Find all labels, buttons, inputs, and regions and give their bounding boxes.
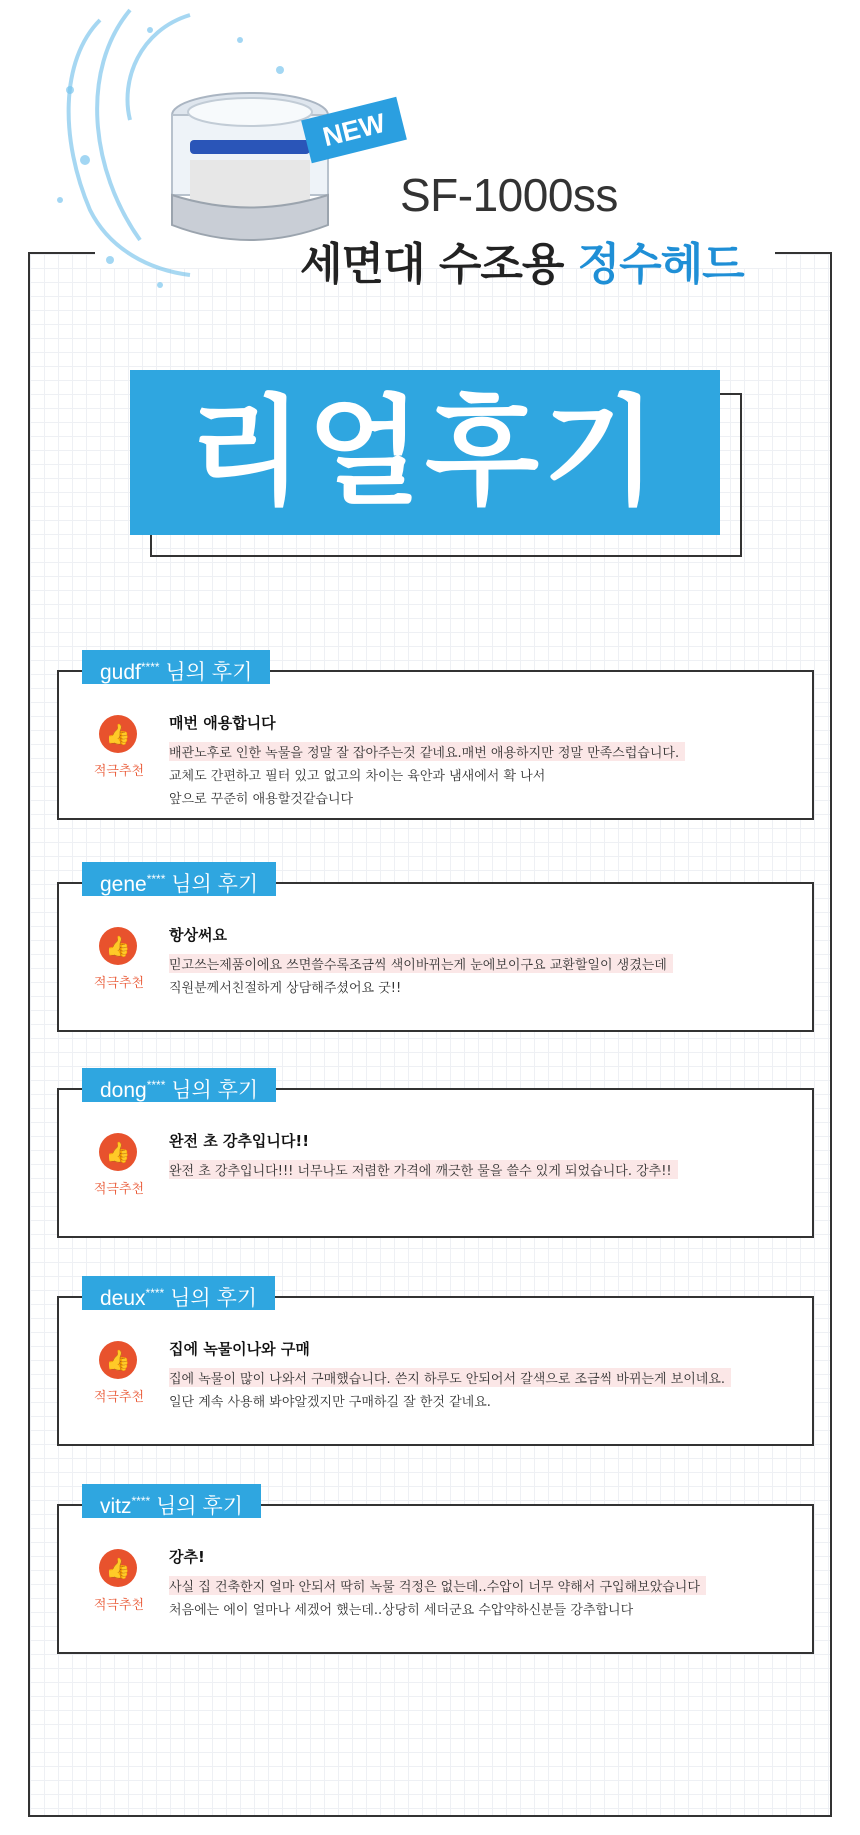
new-badge: NEW [301, 97, 407, 163]
review-text-line: 직원분께서친절하게 상담해주셨어요 굿!! [169, 981, 402, 996]
reviewer-suffix: 님의 후기 [159, 661, 253, 684]
review-text-line: 완전 초 강추입니다!!! 너무나도 저렴한 가격에 깨긋한 물을 쓸수 있게 되었습니다. 강추!! [169, 1160, 678, 1179]
reviewer-suffix: 님의 후기 [165, 873, 259, 896]
thumbs-up-icon: 👍 [99, 927, 137, 965]
reviewer-name: deux [100, 1287, 146, 1310]
product-image [40, 0, 340, 300]
reviewer-tag [82, 650, 270, 684]
reviewer-mask: **** [145, 1286, 165, 1300]
review-subject: 강추! [169, 1548, 205, 1566]
reviewer-tag [82, 862, 276, 896]
review-subject: 완전 초 강추입니다!! [169, 1132, 310, 1150]
reviewer-mask: **** [146, 1078, 166, 1092]
reviewer-suffix: 님의 후기 [164, 1287, 258, 1310]
reviewer-name: gene [100, 873, 147, 896]
review-text-line: 처음에는 에이 얼마나 세겠어 했는데..상당히 세더군요 수압약하신분들 강추합니다 [169, 1603, 634, 1618]
recommend-label: 적극추천 [93, 1598, 145, 1613]
reviewer-mask: **** [140, 660, 160, 674]
reviewer-suffix: 님의 후기 [150, 1495, 244, 1518]
review-text-line: 앞으로 꾸준히 애용할것같습니다 [169, 792, 354, 807]
reviewer-name: gudf [100, 661, 141, 684]
reviewer-name: dong [100, 1079, 147, 1102]
review-subject: 매번 애용합니다 [169, 714, 276, 732]
recommend-label: 적극추천 [93, 1390, 145, 1405]
review-text-line: 집에 녹물이 많이 나와서 구매했습니다. 쓴지 하루도 안되어서 갈색으로 조금씩 바뀌는게 보이네요. [169, 1368, 731, 1387]
review-subject: 집에 녹물이나와 구매 [169, 1340, 310, 1358]
product-title [300, 228, 744, 292]
reviewer-mask: **** [131, 1494, 151, 1508]
reviewer-mask: **** [146, 872, 166, 886]
product-title-accent: 정수헤드 [577, 239, 744, 290]
review-text-line: 사실 집 건축한지 얼마 안되서 딱히 녹물 걱정은 없는데..수압이 너무 약해서 구입해보았습니다 [169, 1576, 706, 1595]
recommend-label: 적극추천 [93, 764, 145, 779]
reviewer-tag [82, 1068, 276, 1102]
thumbs-up-icon: 👍 [99, 715, 137, 753]
thumbs-up-icon: 👍 [99, 1341, 137, 1379]
real-review-banner: 리얼후기 [130, 370, 720, 535]
review-text-line: 배관노후로 인한 녹물을 정말 잘 잡아주는것 같네요.매번 애용하지만 정말 만족스럽습니다. [169, 742, 685, 761]
thumbs-up-icon: 👍 [99, 1133, 137, 1171]
recommend-label: 적극추천 [93, 976, 145, 991]
review-subject: 항상써요 [169, 926, 227, 944]
thumbs-up-icon: 👍 [99, 1549, 137, 1587]
reviewer-suffix: 님의 후기 [165, 1079, 259, 1102]
product-model: SF-1000ss [400, 169, 618, 221]
recommend-label: 적극추천 [93, 1182, 145, 1197]
review-text-line: 교체도 간편하고 필터 있고 없고의 차이는 육안과 냄새에서 확 나서 [169, 769, 546, 784]
product-title-main: 세면대 수조용 [300, 239, 578, 290]
review-text-line: 믿고쓰는제품이에요 쓰면쓸수록조금씩 색이바뀌는게 눈에보이구요 교환할일이 생겼는데 [169, 954, 673, 973]
reviewer-name: vitz [100, 1495, 132, 1518]
reviewer-tag [82, 1276, 275, 1310]
reviewer-tag [82, 1484, 261, 1518]
review-text-line: 일단 계속 사용해 봐야알겠지만 구매하길 잘 한것 같네요. [169, 1395, 491, 1410]
